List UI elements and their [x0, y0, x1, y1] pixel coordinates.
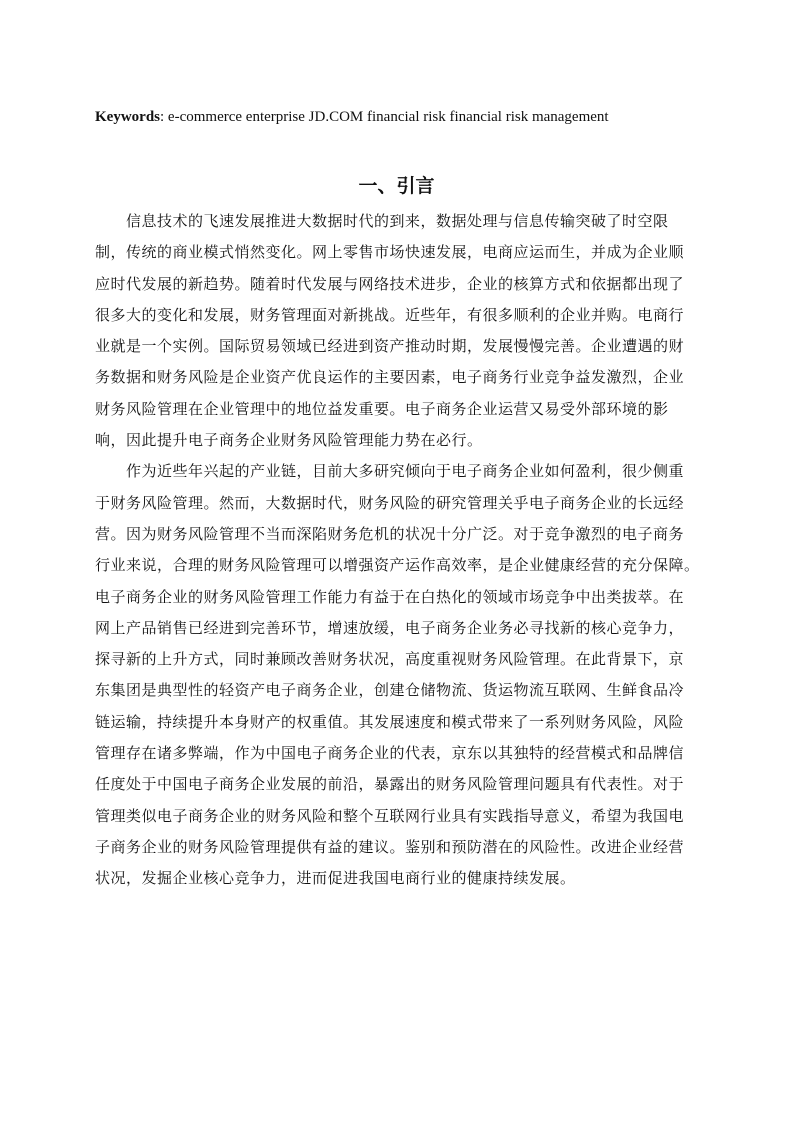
text-line: 状况，发掘企业核心竞争力，进而促进我国电商行业的健康持续发展。: [95, 869, 576, 888]
text-line: 链运输，持续提升本身财产的权重值。其发展速度和模式带来了一系列财务风险，风险: [95, 712, 685, 731]
text-line: 探寻新的上升方式，同时兼顾改善财务状况，高度重视财务风险管理。在此背景下，京: [95, 650, 685, 669]
section-heading: 一、引言: [358, 175, 435, 197]
keywords-text: : e-commerce enterprise JD.COM financial risk financial risk management: [160, 109, 609, 125]
text-line: 任度处于中国电子商务企业发展的前沿，暴露出的财务风险管理问题具有代表性。对于: [95, 775, 685, 794]
text-line: 营。因为财务风险管理不当而深陷财务危机的状况十分广泛。对于竞争激烈的电子商务: [95, 524, 685, 543]
text-line: 管理类似电子商务企业的财务风险和整个互联网行业具有实践指导意义，希望为我国电: [95, 806, 685, 825]
keywords-line: [95, 106, 715, 128]
text-line: 业就是一个实例。国际贸易领域已经进到资产推动时期，发展慢慢完善。企业遭遇的财: [95, 337, 685, 356]
keywords-label: Keywords: [95, 109, 160, 125]
text-line: 作为近些年兴起的产业链，目前大多研究倾向于电子商务企业如何盈利，很少侧重: [126, 462, 685, 481]
text-line: 响，因此提升电子商务企业财务风险管理能力势在必行。: [95, 431, 483, 450]
text-line: 制，传统的商业模式悄然变化。网上零售市场快速发展，电商应运而生，并成为企业顺: [95, 243, 685, 262]
text-line: 于财务风险管理。然而，大数据时代，财务风险的研究管理关乎电子商务企业的长远经: [95, 493, 685, 512]
text-line: 管理存在诸多弊端，作为中国电子商务企业的代表，京东以其独特的经营模式和品牌信: [95, 744, 685, 763]
text-line: 行业来说，合理的财务风险管理可以增强资产运作高效率，是企业健康经营的充分保障。: [95, 556, 700, 575]
text-line: 很多大的变化和发展，财务管理面对新挑战。近些年，有很多顺利的企业并购。电商行: [95, 305, 685, 324]
text-line: 应时代发展的新趋势。随着时代发展与网络技术进步，企业的核算方式和依据都出现了: [95, 274, 685, 293]
text-line: 子商务企业的财务风险管理提供有益的建议。鉴别和预防潜在的风险性。改进企业经营: [95, 837, 685, 856]
text-line: 财务风险管理在企业管理中的地位益发重要。电子商务企业运营又易受外部环境的影: [95, 399, 669, 418]
body-text: [95, 206, 698, 895]
paragraph-2: [95, 456, 698, 894]
paragraph-1: [95, 206, 698, 456]
text-line: 务数据和财务风险是企业资产优良运作的主要因素，电子商务行业竞争益发激烈，企业: [95, 368, 685, 387]
text-line: 信息技术的飞速发展推进大数据时代的到来，数据处理与信息传输突破了时空限: [126, 212, 669, 230]
text-line: 电子商务企业的财务风险管理工作能力有益于在白热化的领域市场竞争中出类拔萃。在: [95, 587, 685, 606]
text-line: 东集团是典型性的轻资产电子商务企业，创建仓储物流、货运物流互联网、生鲜食品冷: [95, 681, 685, 700]
text-line: 网上产品销售已经进到完善环节，增速放缓，电子商务企业务必寻找新的核心竞争力，: [95, 618, 685, 637]
